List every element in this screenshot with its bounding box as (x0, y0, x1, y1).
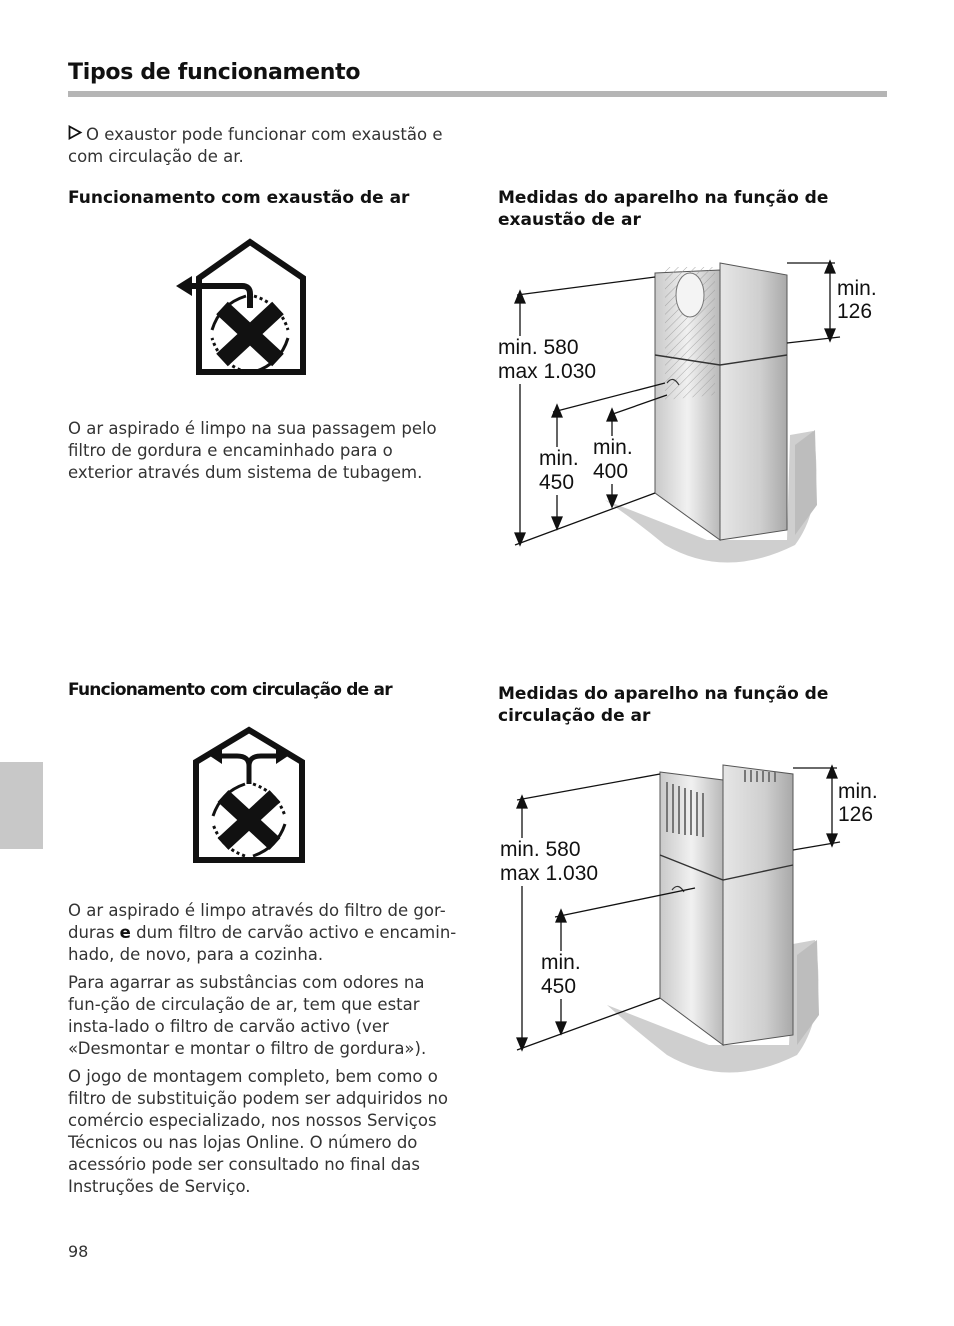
recirc-paragraph-1 (68, 900, 460, 966)
recirc-paragraph-2: Para agarrar as substâncias com odores na fun-ção de circulação de ar, tem que estar insta-lado o filtro de carvão activo (ver «Desmontar e montar o filtro de gordura»). (68, 973, 427, 1058)
recirculation-air-house-icon (192, 726, 306, 868)
title-divider (68, 91, 887, 97)
recirc-low-value: 450 (541, 975, 577, 998)
recirc-paragraph-1-bold: e (119, 923, 131, 942)
exhaust-mid-value: 400 (593, 460, 629, 483)
recirc-text-block (68, 900, 460, 1204)
recirc-dimension-diagram (495, 760, 895, 1084)
play-triangle-icon (68, 124, 86, 146)
recirc-paragraph-1-c: dum filtro de carvão activo e encamin-hado, de novo, para a cozinha. (68, 923, 457, 964)
recirc-top-min-label: min. (838, 780, 878, 803)
exhaust-range-min: min. 580 (498, 336, 579, 359)
exhaust-top-min-label: min. (837, 277, 877, 300)
recirc-low-min-label: min. (541, 951, 581, 974)
intro-text: O exaustor pode funcionar com exaustão e com circulação de ar. (68, 125, 443, 166)
exhaust-description: O ar aspirado é limpo na sua passagem pelo filtro de gordura e encaminhado para o exterior através dum sistema de tubagem. (68, 419, 437, 482)
exhaust-air-house-icon (172, 236, 312, 382)
exhaust-heading: Funcionamento com exaustão de ar (68, 188, 410, 208)
recirc-heading: Funcionamento com circulação de ar (68, 680, 392, 700)
exhaust-low-value: 450 (539, 471, 575, 494)
intro-note (68, 124, 468, 168)
recirc-dims-heading: Medidas do aparelho na função de circulação de ar (498, 684, 829, 726)
recirc-paragraph-3: O jogo de montagem completo, bem como o filtro de substituição podem ser adquiridos no comércio especializado, nos nossos Serviços Técnicos ou nas lojas Online. O número do acessório pode ser consultado no final das Instruções de Serviço. (68, 1067, 449, 1196)
exhaust-top-value: 126 (837, 300, 873, 323)
exhaust-low-min-label: min. (539, 447, 579, 470)
page-number: 98 (68, 1242, 89, 1261)
exhaust-mid-min-label: min. (593, 436, 633, 459)
exhaust-dimension-diagram (495, 255, 895, 579)
recirc-top-value: 126 (838, 803, 874, 826)
exhaust-dims-heading: Medidas do aparelho na função de exaustão de ar (498, 188, 829, 230)
recirc-paragraph-1-a: O ar aspirado é limpo através do filtro de gor-duras (68, 901, 446, 942)
recirc-range-max: max 1.030 (500, 862, 599, 885)
section-tab-marker (0, 762, 43, 849)
exhaust-range-max: max 1.030 (498, 360, 597, 383)
recirc-range-min: min. 580 (500, 838, 581, 861)
page-title: Tipos de funcionamento (68, 60, 361, 85)
